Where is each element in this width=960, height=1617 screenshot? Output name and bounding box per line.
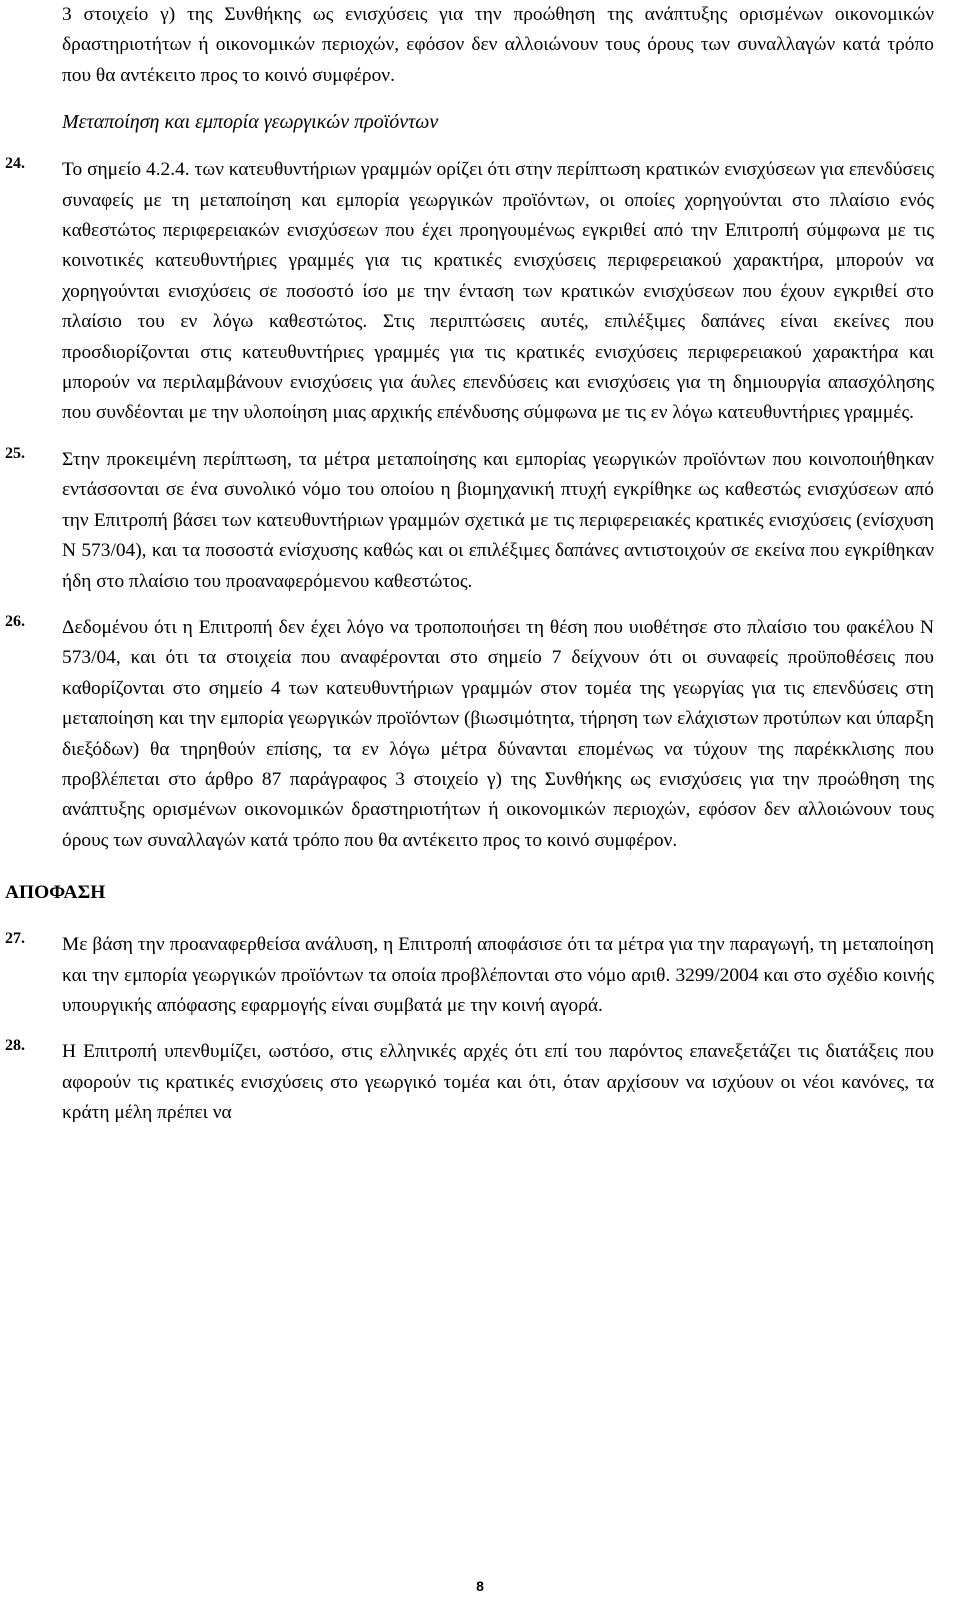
paragraph-27 xyxy=(5,930,934,1021)
paragraph-number: 25. xyxy=(5,444,25,462)
paragraph-number: 28. xyxy=(5,1037,25,1055)
paragraph-28 xyxy=(5,1037,934,1128)
paragraph-25 xyxy=(5,444,934,597)
paragraph-text: Το σημείο 4.2.4. των κατευθυντήριων γραμμών ορίζει ότι στην περίπτωση κρατικών ενισχύσεων για επενδύσεις συναφείς με τη μεταποίηση και εμπορία γεωργικών προϊόντων, οι οποίες χορηγούνται στο πλαίσιο ενός καθεστώτος περιφερειακών ενισχύσεων που έχει προηγουμένως εγκριθεί από την Επιτροπή σύμφωνα με τις κοινοτικές κατευθυντήριες γραμμές για τις κρατικές ενισχύσεις περιφερειακού χαρακτήρα, μπορούν να χορηγούνται ενισχύσεις σε ποσοστό ίσο με την ένταση των κρατικών ενισχύσεων που έχουν εγκριθεί στο πλαίσιο του εν λόγω καθεστώτος. Στις περιπτώσεις αυτές, επιλέξιμες δαπάνες είναι εκείνες που προσδιορίζονται στις κατευθυντήριες γραμμές για τις κρατικές ενισχύσεις περιφερειακού χαρακτήρα και μπορούν να περιλαμβάνουν ενισχύσεις για άυλες επενδύσεις και ενισχύσεις για τη δημιουργία απασχόλησης που συνδέονται με την υλοποίηση μιας αρχικής επένδυσης σύμφωνα με τις εν λόγω κατευθυντήριες γραμμές. xyxy=(62,159,934,424)
page-number: 8 xyxy=(476,1578,484,1594)
paragraph-number: 26. xyxy=(5,612,25,630)
decision-heading: ΑΠΟΦΑΣΗ xyxy=(5,882,106,904)
paragraph-text: Με βάση την προαναφερθείσα ανάλυση, η Επιτροπή αποφάσισε ότι τα μέτρα για την παραγωγή, τη μεταποίηση και την εμπορία γεωργικών προϊόντων τα οποία προβλέπονται στο νόμο αριθ. 3299/2004 και στο σχέδιο κοινής υπουργικής απόφασης εφαρμογής είναι συμβατά με την κοινή αγορά. xyxy=(62,934,934,1016)
paragraph-number: 27. xyxy=(5,930,25,948)
paragraph-26 xyxy=(5,612,934,856)
paragraph-24 xyxy=(5,155,934,429)
paragraph-text: Δεδομένου ότι η Επιτροπή δεν έχει λόγο να τροποποιήσει τη θέση που υιοθέτησε στο πλαίσιο του φακέλου Ν 573/04, και ότι τα στοιχεία που αναφέρονται στο σημείο 7 δείχνουν ότι οι συναφείς προϋποθέσεις που καθορίζονται στο σημείο 4 των κατευθυντήριων γραμμών στον τομέα της γεωργίας για τις επενδύσεις στη μεταποίηση και την εμπορία γεωργικών προϊόντων (βιωσιμότητα, τήρηση των ελάχιστων προτύπων και ύπαρξη διεξόδων) θα τηρηθούν επίσης, τα εν λόγω μέτρα δύνανται επομένως να τύχουν της παρέκκλισης που προβλέπεται στο άρθρο 87 παράγραφος 3 στοιχείο γ) της Συνθήκης ως ενισχύσεις για την προώθηση της ανάπτυξης ορισμένων οικονομικών δραστηριοτήτων ή οικονομικών περιοχών, εφόσον δεν αλλοιώνουν τους όρους των συναλλαγών κατά τρόπο που θα αντέκειτο προς το κοινό συμφέρον. xyxy=(62,616,934,851)
paragraph-text: Η Επιτροπή υπενθυμίζει, ωστόσο, στις ελληνικές αρχές ότι επί του παρόντος επανεξετάζει τις διατάξεις που αφορούν τις κρατικές ενισχύσεις στο γεωργικό τομέα και ότι, όταν αρχίσουν να ισχύουν οι νέοι κανόνες, τα κράτη μέλη πρέπει να xyxy=(62,1041,934,1124)
intro-paragraph: 3 στοιχείο γ) της Συνθήκης ως ενισχύσεις για την προώθηση της ανάπτυξης ορισμένων οικονομικών δραστηριοτήτων ή οικονομικών περιοχών, εφόσον δεν αλλοιώνουν τους όρους των συναλλαγών κατά τρόπο που θα αντέκειτο προς το κοινό συμφέρον. xyxy=(62,4,934,86)
paragraph-text: Στην προκειμένη περίπτωση, τα μέτρα μεταποίησης και εμπορίας γεωργικών προϊόντων που κοινοποιήθηκαν εντάσσονται σε ένα συνολικό νόμο του οποίου η βιομηχανική πτυχή εγκρίθηκε ως καθεστώς ενισχύσεων από την Επιτροπή βάσει των κατευθυντήριων γραμμών σχετικά με τις περιφερειακές κρατικές ενισχύσεις (ενίσχυση Ν 573/04), και τα ποσοστά ενίσχυσης καθώς και οι επιλέξιμες δαπάνες αντιστοιχούν σε εκείνα που εγκρίθηκαν ήδη στο πλαίσιο του προαναφερόμενου καθεστώτος. xyxy=(62,448,934,592)
subheading-processing-marketing: Μεταποίηση και εμπορία γεωργικών προϊόντων xyxy=(62,111,439,134)
document-page xyxy=(5,0,934,1129)
paragraph-number: 24. xyxy=(5,155,25,173)
